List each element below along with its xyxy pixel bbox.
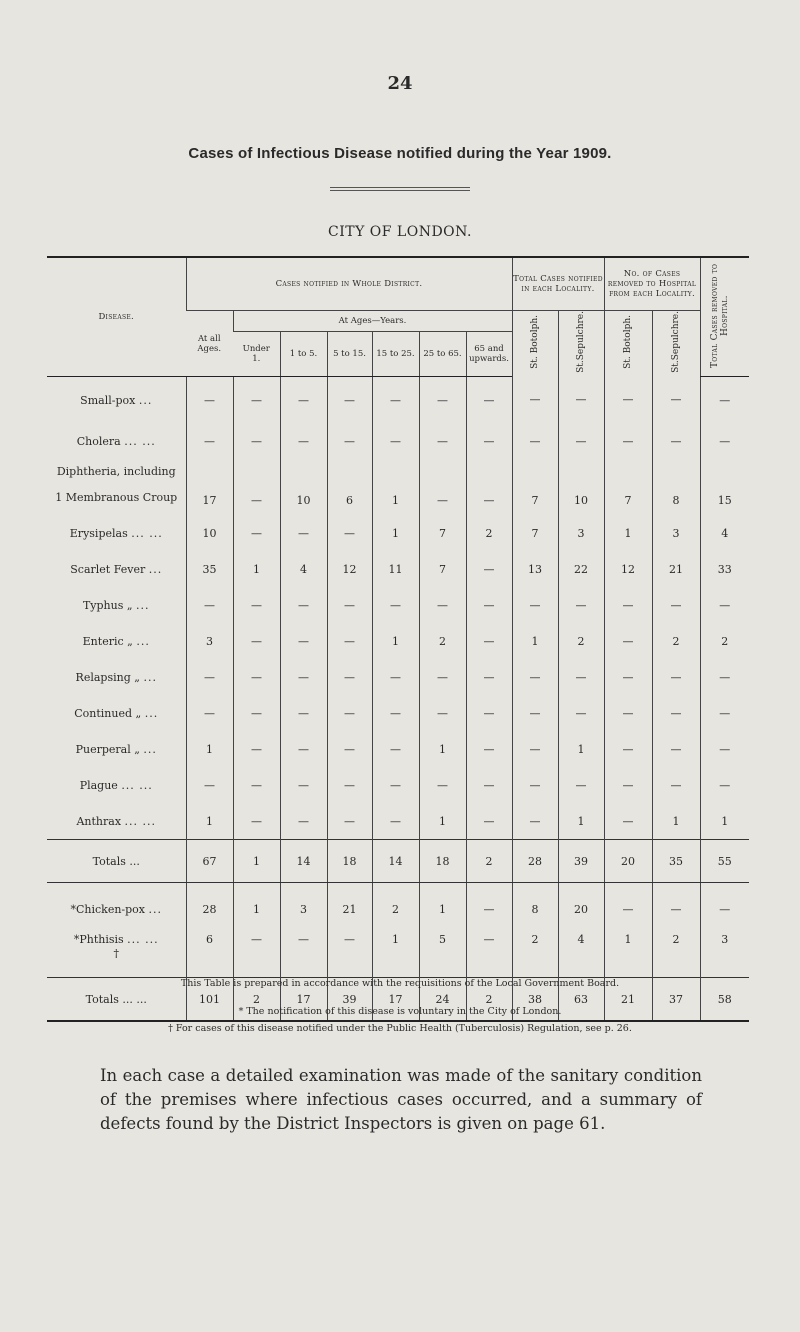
cell: 7	[604, 459, 652, 515]
cell: —	[604, 623, 652, 659]
cell: —	[700, 891, 749, 927]
cell: 35	[186, 551, 233, 587]
disease-name: Small-pox ...	[80, 393, 153, 407]
cell: —	[280, 695, 327, 731]
header-all-ages: At all Ages.	[186, 311, 233, 377]
cell: —	[652, 731, 700, 767]
cell: 1	[372, 927, 419, 978]
header-locality-sepulchre	[558, 311, 604, 377]
cell: 1	[700, 803, 749, 840]
cell: 7	[419, 551, 466, 587]
cell: 3	[186, 623, 233, 659]
disease-name: Plague ... ...	[79, 778, 153, 792]
cell: —	[512, 695, 558, 731]
table-row	[47, 731, 749, 767]
cell: —	[652, 587, 700, 623]
table-row	[47, 515, 749, 551]
cell: —	[280, 377, 327, 424]
cell: —	[233, 587, 280, 623]
cell: —	[604, 377, 652, 424]
cell: —	[466, 891, 512, 927]
note-prepared: This Table is prepared in accordance with the requisitions of the Local Government Board.	[180, 978, 620, 989]
cell: —	[700, 587, 749, 623]
city-heading: CITY OF LONDON.	[328, 224, 472, 240]
cell: 2	[652, 623, 700, 659]
cell: 13	[512, 551, 558, 587]
page-title: Cases of Infectious Disease notified during the Year 1909.	[188, 145, 612, 162]
table-row	[47, 623, 749, 659]
cell: 33	[700, 551, 749, 587]
cell: —	[280, 731, 327, 767]
cell: —	[186, 587, 233, 623]
spacer-row	[47, 883, 749, 892]
cell: 21	[652, 551, 700, 587]
removed-botolph-label: St. Botolph.	[623, 315, 634, 370]
table-row	[47, 587, 749, 623]
cell: —	[233, 803, 280, 840]
cell: —	[327, 623, 372, 659]
cell: 1	[419, 891, 466, 927]
cell: —	[652, 659, 700, 695]
cell: —	[372, 695, 419, 731]
cell: —	[512, 731, 558, 767]
cell: —	[466, 623, 512, 659]
table-row	[47, 891, 749, 927]
cell: —	[419, 459, 466, 515]
cell: 3	[280, 891, 327, 927]
cell: —	[604, 731, 652, 767]
cell: —	[327, 927, 372, 978]
cell: 2	[466, 978, 512, 1022]
cell: 7	[512, 515, 558, 551]
table-row	[47, 659, 749, 695]
cell: —	[419, 377, 466, 424]
cell: —	[604, 891, 652, 927]
cell: —	[652, 377, 700, 424]
header-removed-botolph	[604, 311, 652, 377]
cell: 3	[558, 515, 604, 551]
cell: 17	[372, 978, 419, 1022]
cell: —	[233, 659, 280, 695]
disease-name: Continued „ ...	[74, 706, 159, 720]
cell: 7	[419, 515, 466, 551]
disease-name: Enteric „ ...	[82, 634, 150, 648]
table-row	[47, 377, 749, 424]
cell: —	[280, 623, 327, 659]
cell: —	[372, 423, 419, 459]
disease-name: *Chicken-pox ...	[70, 902, 163, 916]
header-total-locality: Total Cases notified in each Locality.	[512, 257, 604, 311]
cell: 3	[700, 927, 749, 978]
cell: —	[604, 767, 652, 803]
cell: —	[280, 927, 327, 978]
header-age-group: 25 to 65.	[419, 332, 466, 377]
cell: —	[512, 767, 558, 803]
cell: 2	[652, 927, 700, 978]
cell: 101	[186, 978, 233, 1022]
header-total-removed-label: Total Cases removed to Hospital.	[709, 263, 730, 368]
cell: 6	[327, 459, 372, 515]
table-row	[47, 695, 749, 731]
cell: 18	[419, 840, 466, 883]
cell: 1	[558, 803, 604, 840]
header-age-group: 5 to 15.	[327, 332, 372, 377]
cell: —	[372, 731, 419, 767]
header-disease: Disease.	[47, 257, 186, 377]
cell: —	[652, 767, 700, 803]
cell: 20	[604, 840, 652, 883]
cell: —	[652, 891, 700, 927]
cell: 22	[558, 551, 604, 587]
cell: —	[372, 767, 419, 803]
cell: 8	[512, 891, 558, 927]
cell: —	[466, 927, 512, 978]
cell: 1	[372, 623, 419, 659]
cell: 12	[327, 551, 372, 587]
cell: —	[558, 377, 604, 424]
cell: 1	[419, 731, 466, 767]
cell: 2	[466, 515, 512, 551]
disease-name: Cholera ... ...	[76, 434, 156, 448]
totals-row	[47, 840, 749, 883]
header-removed-sepulchre	[652, 311, 700, 377]
header-age-group: Under 1.	[233, 332, 280, 377]
cell: —	[327, 659, 372, 695]
disease-name: Typhus „ ...	[82, 598, 150, 612]
infectious-disease-table	[47, 256, 749, 1022]
cell: —	[233, 515, 280, 551]
cell: —	[558, 767, 604, 803]
cell: 1	[604, 927, 652, 978]
cell: —	[419, 695, 466, 731]
cell: 1	[558, 731, 604, 767]
cell: —	[186, 423, 233, 459]
page-number: 24	[387, 73, 413, 94]
cell: —	[604, 803, 652, 840]
cell: —	[419, 767, 466, 803]
table-row	[47, 551, 749, 587]
cell: 14	[372, 840, 419, 883]
cell: —	[466, 695, 512, 731]
cell: —	[186, 377, 233, 424]
cell: —	[372, 377, 419, 424]
header-locality-botolph	[512, 311, 558, 377]
cell: 20	[558, 891, 604, 927]
cell: —	[327, 515, 372, 551]
cell: 11	[372, 551, 419, 587]
cell: 24	[419, 978, 466, 1022]
cell: 2	[700, 623, 749, 659]
cell: —	[280, 515, 327, 551]
disease-name: Anthrax ... ...	[76, 814, 157, 828]
locality-sepulchre-label: St.Sepulchre.	[576, 311, 586, 374]
cell: 1	[186, 803, 233, 840]
locality-botolph-label: St. Botolph.	[530, 315, 540, 370]
cell: —	[466, 659, 512, 695]
cell: —	[466, 767, 512, 803]
cell: 15	[700, 459, 749, 515]
cell: —	[558, 659, 604, 695]
cell: —	[372, 659, 419, 695]
cell: —	[466, 459, 512, 515]
cell: 2	[372, 891, 419, 927]
cell: —	[512, 587, 558, 623]
cell: —	[558, 587, 604, 623]
cell: 21	[327, 891, 372, 927]
cell: 2	[233, 978, 280, 1022]
cell: —	[233, 695, 280, 731]
cell: —	[604, 695, 652, 731]
cell: —	[186, 659, 233, 695]
cell: 39	[327, 978, 372, 1022]
disease-name: *Phthisis ... ... †	[73, 933, 159, 960]
cell: 63	[558, 978, 604, 1022]
table-row	[47, 767, 749, 803]
cell: —	[327, 377, 372, 424]
disease-name: Diphtheria, including 1 Membranous Croup	[55, 465, 178, 504]
header-total-removed	[700, 257, 749, 377]
cell: —	[652, 695, 700, 731]
cell: —	[512, 803, 558, 840]
table-row	[47, 927, 749, 978]
cell: —	[233, 623, 280, 659]
cell: —	[233, 377, 280, 424]
cell: —	[280, 423, 327, 459]
disease-name: Erysipelas ... ...	[69, 526, 163, 540]
cell: —	[419, 587, 466, 623]
cell: —	[558, 423, 604, 459]
cell: —	[512, 423, 558, 459]
cell: —	[419, 659, 466, 695]
cell: —	[372, 587, 419, 623]
cell: 1	[186, 731, 233, 767]
cell: —	[700, 695, 749, 731]
note-tuberculosis: † For cases of this disease notified under the Public Health (Tuberculosis) Regulation, see p. 26.	[168, 1023, 632, 1034]
cell: —	[186, 767, 233, 803]
title-rule-top	[330, 187, 470, 188]
cell: —	[419, 423, 466, 459]
table-row	[47, 803, 749, 840]
cell: 2	[512, 927, 558, 978]
cell: —	[280, 767, 327, 803]
cell: —	[372, 803, 419, 840]
cell: —	[327, 767, 372, 803]
cell: 17	[280, 978, 327, 1022]
cell: 1	[652, 803, 700, 840]
header-age-group: 65 and upwards.	[466, 332, 512, 377]
cell: —	[604, 423, 652, 459]
cell: 37	[652, 978, 700, 1022]
cell: —	[700, 377, 749, 424]
cell: 1	[233, 891, 280, 927]
cell: 10	[558, 459, 604, 515]
cell: —	[233, 927, 280, 978]
cell: —	[327, 731, 372, 767]
cell: 39	[558, 840, 604, 883]
cell: 67	[186, 840, 233, 883]
cell: 55	[700, 840, 749, 883]
cell: 1	[604, 515, 652, 551]
summary-paragraph: In each case a detailed examination was made of the sanitary condition of the premises where infectious cases occurred, and a summary of defects found by the District Inspectors is given on page 61.	[100, 1066, 702, 1133]
cell: —	[280, 587, 327, 623]
cell: 35	[652, 840, 700, 883]
cell: 4	[280, 551, 327, 587]
cell: —	[604, 659, 652, 695]
cell: 10	[280, 459, 327, 515]
cell: —	[700, 767, 749, 803]
cell: —	[558, 695, 604, 731]
cell: 2	[419, 623, 466, 659]
cell: 8	[652, 459, 700, 515]
note-voluntary: * The notification of this disease is voluntary in the City of London.	[238, 1006, 562, 1017]
cell: 1	[372, 459, 419, 515]
header-age-group: 1 to 5.	[280, 332, 327, 377]
cell: —	[233, 423, 280, 459]
disease-name: Puerperal „ ...	[75, 742, 157, 756]
cell: 1	[233, 551, 280, 587]
cell: —	[700, 659, 749, 695]
totals-label: Totals ... ...	[47, 978, 186, 1022]
cell: 21	[604, 978, 652, 1022]
cell: 38	[512, 978, 558, 1022]
cell: —	[280, 659, 327, 695]
cell: —	[233, 459, 280, 515]
cell: 4	[558, 927, 604, 978]
cell: 1	[419, 803, 466, 840]
cell: —	[604, 587, 652, 623]
cell: 17	[186, 459, 233, 515]
cell: —	[327, 695, 372, 731]
cell: —	[186, 695, 233, 731]
cell: —	[233, 767, 280, 803]
cell: —	[700, 731, 749, 767]
cell: —	[652, 423, 700, 459]
cell: 5	[419, 927, 466, 978]
cell: 18	[327, 840, 372, 883]
dagger-mark: †	[113, 947, 119, 960]
cell: 7	[512, 459, 558, 515]
cell: 2	[558, 623, 604, 659]
cell: —	[466, 803, 512, 840]
cell: —	[466, 423, 512, 459]
cell: 3	[652, 515, 700, 551]
header-age-group: 15 to 25.	[372, 332, 419, 377]
table-row	[47, 459, 749, 515]
cell: —	[512, 659, 558, 695]
cell: —	[466, 377, 512, 424]
cell: 10	[186, 515, 233, 551]
cell: —	[700, 423, 749, 459]
removed-sepulchre-label: St.Sepulchre.	[671, 311, 682, 374]
cell: —	[466, 731, 512, 767]
header-ages-years: At Ages—Years.	[233, 311, 512, 332]
cell: —	[327, 803, 372, 840]
cell: 28	[512, 840, 558, 883]
header-removed-locality: No. of Cases removed to Hospital from each Locality.	[604, 257, 700, 311]
cell: 4	[700, 515, 749, 551]
cell: —	[466, 587, 512, 623]
cell: —	[327, 587, 372, 623]
cell: 28	[186, 891, 233, 927]
cell: 6	[186, 927, 233, 978]
table-row	[47, 423, 749, 459]
cell: 1	[512, 623, 558, 659]
cell: 2	[466, 840, 512, 883]
totals-label: Totals ...	[47, 840, 186, 883]
cell: —	[466, 551, 512, 587]
cell: 14	[280, 840, 327, 883]
cell: 1	[372, 515, 419, 551]
title-rule-bottom	[330, 190, 470, 191]
header-whole-district: Cases notified in Whole District.	[186, 257, 512, 311]
cell: —	[233, 731, 280, 767]
cell: —	[327, 423, 372, 459]
disease-name: Relapsing „ ...	[75, 670, 157, 684]
cell: —	[512, 377, 558, 424]
cell: 1	[233, 840, 280, 883]
cell: —	[280, 803, 327, 840]
cell: 12	[604, 551, 652, 587]
cell: 58	[700, 978, 749, 1022]
disease-name: Scarlet Fever ...	[70, 562, 163, 576]
